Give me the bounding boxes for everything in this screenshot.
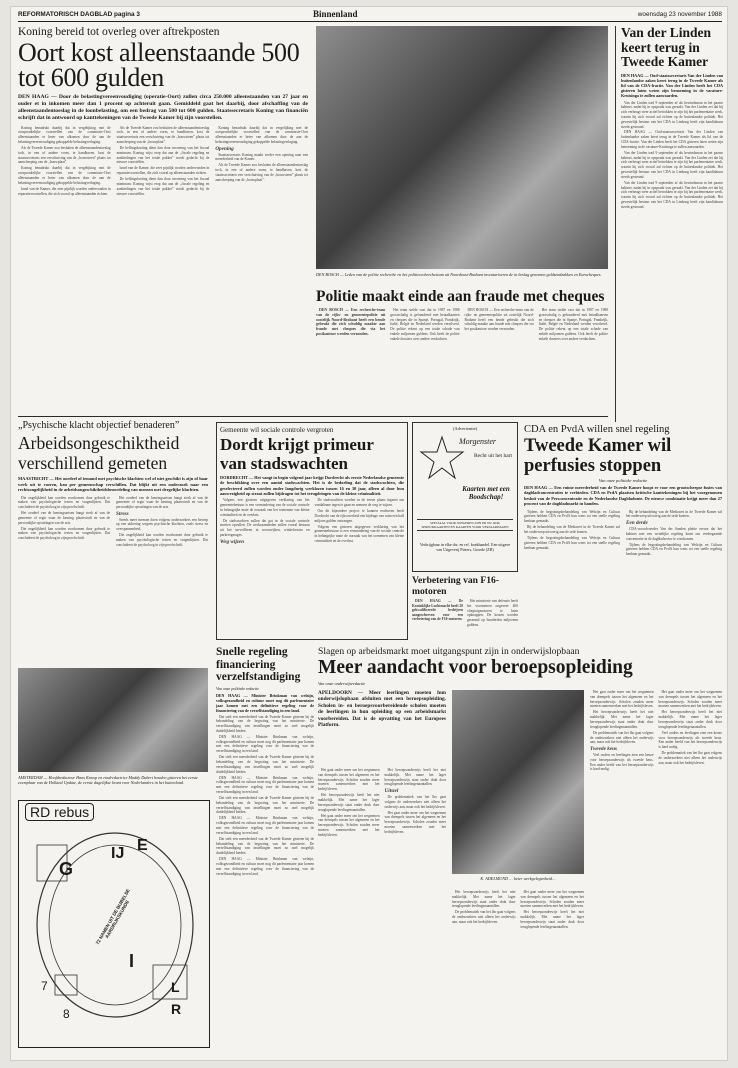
body-columns <box>18 496 208 628</box>
lead: DEN HAAG — Een ruime meerderheid van de Tweede Kamer hoopt er voor een grootscheepse fusies van dagbladconcentraties te verbieden. CDA en PvdA plaatsen kritische kanttekeningen bij het voorgenomen besluit van de Persconcentratie en de Nederlandse Dagbladunie. De nieuwe combinatie krijgt meer dan 27 procent van de dagbladmarkt in handen. <box>524 485 722 507</box>
rebus-letter: E <box>137 837 148 854</box>
body-paragraph: Koning benadrukt daarbij dat in vergelijking met de oorspronkelijke voorstellen van de commissie-Oort alleenstaanden er beter van afkomen door de aan de belastingvereenvoudiging gekoppelde belastingverlaging. <box>215 125 308 145</box>
body-paragraph: Koning benadrukt daarbij dat in vergelijking met de oorspronkelijke voorstellen van de commissie-Oort alleenstaanden er beter van afkomen door de aan de belastingvereenvoudiging gekoppelde belastingverlaging. <box>18 125 111 145</box>
body-paragraph: Die ongelijkheid kan worden voorkomen door gebruik te maken van psychologische testen en vragenlijsten. Dat concludeert de psycholoog in zijn proefschrift. <box>116 533 208 547</box>
byline: Van onze politieke redactie <box>216 685 260 691</box>
kicker: „Psychische klacht objectief benaderen” <box>18 420 180 431</box>
headline: Oort kost alleenstaande 500 tot 600 gulden <box>18 38 300 92</box>
body-paragraph: Het beroepsonderwijs heeft het niet makkelijk. Met name het lager beroepsonderwijs staat onder druk door teruglopende leerlingenaantallen. <box>520 910 584 929</box>
advertisement-morgenster <box>412 422 518 572</box>
body-paragraph: Tijdens de begrotingsbehandeling van Welzijn en Cultuur gisteren hebben CDA en PvdA hun wens tot een snelle regeling kenbaar gemaakt. <box>524 509 620 524</box>
rebus-ring-text: 72 NAMEN UIT DE BIJBELSE AARDRIJKSKUNDE <box>94 888 131 946</box>
body-paragraph: Het ministerie van defensie heeft het voornemen ongeveer 400 vliegtuigmotoren te laten opknappen. De kosten worden geraamd op honderden miljoenen guldens. <box>467 599 518 627</box>
rebus-letter: G <box>59 859 74 879</box>
photo-holland-update <box>18 668 208 772</box>
body-paragraph: De problematiek van het lbo gaat volgens de onderzoekers niet alleen het onderwijs aan, maar ook het bedrijfsleven. <box>590 730 654 745</box>
byline: Van onze onderwijsredactie <box>318 681 366 686</box>
body-paragraph: Het oordeel van de keuringsartsen hangt sterk af van de gemeente of regio waar de keuring plaatsvindt en van de persoonlijke opvattingen van de arts. <box>18 511 110 525</box>
body-paragraph: Het beroepsonderwijs heeft het niet makkelijk. Met name het lager beroepsonderwijs staat onder druk door teruglopende leerlingenaantallen. <box>384 768 446 787</box>
headline: Politie maakt einde aan fraude met cheques <box>316 288 605 305</box>
body-paragraph: Van der Linden trad 9 september af als bewindsman in het paarse kabinet, nadat hij in opspraak was geraakt. Van der Linden zei dat hij zich verheugt weer actief betrokken te zijn bij het parlementaire werk, waarin hij zich vooral zal richten op de buitenlandse politiek. Het gewestelijk bestuur van het CDA in Limburg heeft zijn kandidatuur steeds gesteund. <box>621 100 723 129</box>
rebus-letter: IJ <box>111 845 125 862</box>
byline: Van onze politieke redactie <box>598 478 648 483</box>
subhead: Opening <box>215 145 234 152</box>
body-paragraph: Veel ouders en leerlingen zien een keuze voor beroepsonderwijs als tweede keus. Een ander beeld van het beroepsonderwijs is hard nodig. <box>590 752 654 772</box>
slogan: Recht uit het hart <box>473 453 513 459</box>
body-paragraph: bond van de Kamer, die zeer pijnlijk worden ondervonden in reparatievoorstellen, die zich vooral op alleenstaanden richten. <box>18 186 111 196</box>
body-paragraph: DEN HAAG — Minister Brinkman van welzijn, volksgezondheid en cultuur moet nog dit parlementaire jaar komen met een definitieve regeling voor de financiering van de verzelfstandiging in een land. <box>216 775 314 795</box>
article-f16 <box>412 576 518 642</box>
rebus-number: 8 <box>63 1007 70 1021</box>
body-paragraph: Het team stelde vast dat in 1987 en 1988 grootschalig is gefraudeerd met betaalkaarten en cheques die in Spanje, Portugal, Frankrijk, Italië, België en Nederland werden verzilverd. De politie rekent op een totale schade van enkele miljoenen guldens. Ook heeft de politie enkele dossiers over andere verdachten. <box>390 308 460 341</box>
masthead-date: woensdag 23 november 1988 <box>637 11 722 18</box>
kicker: Gemeente wil sociale controle vergroten <box>220 426 334 434</box>
body-middle <box>452 890 584 1040</box>
headline: Tweede Kamer wil perfusies stoppen <box>524 436 672 476</box>
rebus-box <box>18 800 210 1048</box>
body-paragraph: Het oordeel van de keuringsartsen hangt sterk af van de gemeente of regio waar de keuring plaatsvindt en van de persoonlijke opvattingen van de arts. <box>116 495 208 510</box>
photo-caption: K. ADELMUND … beter werkgelegenheid… <box>480 876 556 881</box>
body-paragraph: Dat stelt een meerderheid van de Tweede Kamer gisteren bij de behandeling van de begroting van het ministerie. De verzelfstandiging van instellingen moet zo snel mogelijk duidelijkheid bieden. <box>216 755 314 774</box>
subhead: Stress <box>116 510 129 517</box>
rebus-number: 7 <box>41 979 48 993</box>
lead: APELDOORN — Meer leerlingen moeten hun onderwijslopbaan afsluiten met een beroepsopleiding. Scholen in- en beroepsvoorbereidende scholen moeten de leerlingen in hun opleiding op een arbeidsmarkt voorbereiden. Dat is de opvatting van het Europees Platform. <box>318 690 446 729</box>
photo-caption: DEN BOSCH — Leden van de politie recherche en het politierechercheteam uit Noordoost-Brabant inventariseren de in beslag genomen geldzendzakken en Eurocheques. <box>316 272 602 277</box>
article-vanderlinden <box>615 26 723 422</box>
subhead: Tweede keus <box>590 746 618 753</box>
photo-caption: AMSTERDAM — Hoofdredacteur Hans Knoop en eindredactrice Maddy Dubert houden gisteren het eerste exemplaar van de Holland Update, de eerste dagelijkse krant voor Nederlanders in het buitenland. <box>18 775 199 786</box>
body-paragraph: Het team stelde vast dat in 1987 en 1988 grootschalig is gefraudeerd met betaalkaarten en cheques die in Spanje, Portugal, Frankrijk, Italië, België en Nederland werden verzilverd. De politie rekent op een totale schade van enkele miljoenen guldens. Ook heeft de politie enkele dossiers over andere verdachten. <box>538 308 608 341</box>
body-paragraph: Staatssecretaris Koning maakt verder een opening naar een meerderheid van de Kamer. <box>215 152 308 162</box>
body-paragraph: Het gaat onder meer om het wegnemen van drempels tussen het algemeen en het beroepsonderwijs. Scholen zouden meer moeten samenwerken met het bedrijfsleven. <box>318 813 380 837</box>
masthead-left: REFORMATORISCH DAGBLAD pagina 3 <box>18 11 140 18</box>
body-paragraph: Als de Tweede Kamer zou besluiten de alleenstaandentoeslag toch, in een of andere vorm, te handhaven, kost de staatssecretaris een verschuiving van de „bouwsteen” plaats tot aanscherping van de „bouwplaat”. <box>18 146 111 165</box>
body-paragraph: Als de Tweede Kamer zou besluiten de alleenstaandentoeslag toch, in een of andere vorm, te handhaven, kost de staatssecretaris een verschuiving van de „bouwsteen” plaats tot aanscherping van de „bouwplaat”. <box>215 163 308 182</box>
body-paragraph: Tijdens de begrotingsbehandeling van Welzijn en Cultuur gisteren hebben CDA en PvdA hun wens tot een snelle regeling kenbaar gemaakt. <box>524 535 620 550</box>
kicker: Koning bereid tot overleg over aftrekposten <box>18 26 220 38</box>
headline: Snelle regeling financiering verzelfstandiging <box>216 646 301 683</box>
body-paragraph: DEN HAAG — Minister Brinkman van welzijn, volksgezondheid en cultuur moet nog dit parlementaire jaar komen met een definitieve regeling voor de financiering van de verzelfstandiging in een land. <box>216 857 314 876</box>
body-paragraph: Het gaat onder meer om het wegnemen van drempels tussen het algemeen en het beroepsonderwijs. Scholen zouden meer moeten samenwerken met het bedrijfsleven. <box>520 890 584 909</box>
body-paragraph: Bij de behandeling van de Mediawet in de Tweede Kamer zal het onderwerp uitvoerig aan de orde komen. <box>626 509 722 519</box>
subhead: Weg wijzen <box>220 538 244 545</box>
lead: MAASTRICHT — Het oordeel of iemand met psychische klachten wel of niet geschikt is zijn of haar werk uit te voeren, kan per gemeenschap verschillen. Dat blijkt uit een onderzoek naar een rechtsongelijkheid in de arbeidsongeschiktheidsbeoordeling van mensen met dergelijke klachten. <box>18 476 208 492</box>
headline: Verbetering van F16-motoren <box>412 576 500 597</box>
body-paragraph: De problematiek van het lbo gaat volgens de onderzoekers niet alleen het onderwijs aan, maar ook het bedrijfsleven. <box>658 751 722 765</box>
body-paragraph: Als de Tweede Kamer zou besluiten de alleenstaandentoeslag toch, in een of andere vorm, te handhaven, kost de staatssecretaris een verschuiving van de „bouwsteen” plaats tot aanscherping van de „bouwplaat”. <box>116 125 210 145</box>
body-paragraph: Het gaat onder meer om het wegnemen van drempels tussen het algemeen en het beroepsonderwijs. Scholen zouden meer moeten samenwerken met het bedrijfsleven. <box>318 768 380 792</box>
ad-publisher: Verkrijgbaar in elke chr. en ref. boekhandel. Een uitgave van Uitgeverij Pieters, Groede (ZB) <box>419 542 511 552</box>
body-paragraph: Het beroepsonderwijs heeft het niet makkelijk. Met name het lager beroepsonderwijs staat onder druk door teruglopende leerlingenaantallen. <box>452 890 516 909</box>
body-paragraph: Veel ouders en leerlingen zien een keuze voor beroepsonderwijs als tweede keus. Een ander beeld van het beroepsonderwijs is hard nodig. <box>658 730 722 750</box>
body-columns <box>18 126 308 366</box>
article-dordt <box>216 422 408 640</box>
body <box>216 715 314 877</box>
body-paragraph: DEN HAAG — Minister Brinkman van welzijn, volksgezondheid en cultuur moet nog dit parlementaire jaar komen met een definitieve regeling voor de financiering van de verzelfstandiging in een land. <box>216 734 314 754</box>
subhead: Een derde <box>626 520 648 527</box>
body-paragraph: Het beroepsonderwijs heeft het niet makkelijk. Met name het lager beroepsonderwijs staat onder druk door teruglopende leerlingenaantallen. <box>658 710 722 729</box>
body-paragraph: Bij de behandeling van de Mediawet in de Tweede Kamer zal het onderwerp uitvoerig aan de orde komen. <box>524 525 620 534</box>
body-paragraph: Het beroepsonderwijs heeft het niet makkelijk. Met name het lager beroepsonderwijs staat onder druk door teruglopende leerlingenaantallen. <box>590 710 654 729</box>
body-right <box>590 690 722 1040</box>
body-paragraph: Van der Linden trad 9 september af als bewindsman in het paarse kabinet, nadat hij in opspraak was geraakt. Van der Linden zei dat hij zich verheugt weer actief betrokken te zijn bij het parlementaire werk, waarin hij zich vooral zal richten op de buitenlandse politiek. Het gewestelijk bestuur van het CDA in Limburg heeft zijn kandidatuur steeds gesteund. <box>621 150 723 179</box>
headline: Meer aandacht voor beroepsopleiding <box>318 657 633 678</box>
body-paragraph: Het gaat onder meer om het wegnemen van drempels tussen het algemeen en het beroepsonderwijs. Scholen zouden meer moeten samenwerken met het bedrijfsleven. <box>658 690 722 709</box>
body-columns <box>316 308 608 380</box>
article-snelle-regeling <box>216 646 314 1046</box>
body-columns <box>524 510 722 638</box>
body-paragraph: DEN BOSCH — Een recherche-team van de rijks- en gemeentepolitie uit oostelijk Noord-Brabant heeft een bende gebeukt die zich schuldig maakte aan fraude met cheques die via het postkantoor werden verzonden. <box>464 308 534 332</box>
headline: Arbeidsongeschiktheid verschillend gemeten <box>18 433 180 473</box>
body-paragraph: Volgens een gisteren uitgegeven verklaring van het gemeentebestuur is een vermindering van de sociale controle in belangrijke mate de oorzaak van het toenemen van kleine criminaliteit en de overlast. <box>314 524 404 543</box>
body-paragraph: Koning benadrukt daarbij dat in vergelijking met de oorspronkelijke voorstellen van de commissie-Oort alleenstaanden er beter van afkomen door de aan de belastingvereenvoudiging gekoppelde belastingverlaging. <box>18 166 111 185</box>
divider <box>18 416 608 417</box>
body-paragraph: Dat stelt een meerderheid van de Tweede Kamer gisteren bij de behandeling van de begroting van het ministerie. De verzelfstandiging van instellingen moet zo snel mogelijk duidelijkheid bieden. <box>216 796 314 815</box>
photo-adelmund <box>452 690 584 874</box>
body-paragraph: Die ongelijkheid kan worden voorkomen door gebruik te maken van psychologische testen en vragenlijsten. Dat concludeert de psycholoog in zijn proefschrift. <box>18 526 110 541</box>
body-paragraph: Het gaat onder meer om het wegnemen van drempels tussen het algemeen en het beroepsonderwijs. Scholen zouden meer moeten samenwerken met het bedrijfsleven. <box>384 810 446 834</box>
body-paragraph: De heffingskorting dient dan door invoering van het fiscaal minimum. Koning wijst erop dat aan de „fiscale regeling en aanbiedingen van het totale pakket” wordt gedacht bij de nieuwe voorstellen. <box>116 146 210 165</box>
lead: DEN BOSCH — Een recherche-team van de rijks- en gemeentepolitie uit oostelijk Noord-Brabant heeft een bende gebeukt die zich schuldig maakte aan fraude met cheques die via het postkantoor werden verzonden. <box>316 308 386 336</box>
body-paragraph: Tijdens de begrotingsbehandeling van Welzijn en Cultuur gisteren hebben CDA en PvdA hun wens tot een snelle regeling kenbaar gemaakt. <box>626 542 722 557</box>
masthead <box>18 9 722 22</box>
kicker: Slagen op arbeidsmarkt moet uitgangspunt zijn in onderwijslopbaan <box>318 646 580 657</box>
lead: DEN HAAG — Door de belastingvereenvoudiging (operatie-Oort) zullen circa 250.000 alleenstaanden van 27 jaar en ouder et in inkomen meer dan 1 procent op achteruit gaan. Gemiddeld gaat het daarbij, door afschaffing van de alleenstaandentoeslag in de loonbelasting, om een bedrag van 500 tot 600 gulden. Staatssecretaris Koning van financiën schrijft dat in antwoord op kanttekeningen van de Tweede Kamer bij zijn voorstellen. <box>18 94 308 121</box>
ad-tag: (Advertentie) <box>452 426 478 431</box>
lead: DEN HAAG — Oud-staatssecretaris Van der Linden van buitenlandse zaken keert terug in de Tweede Kamer als lid van de CDA-fractie. Van der Linden heeft het CDA gisteren laten weten zijn benoeming in de vacature-Kruisinga te zullen aanvaarden. <box>621 72 723 99</box>
body-paragraph: CDA-woordvoerder Van der Sanden pleitte ervoor dat het kabinet met een wettelijke regeling komt om verdergaande concentratie in de dagbladsector te voorkomen. <box>626 527 722 541</box>
body-paragraph: Dat stelt een meerderheid van de Tweede Kamer gisteren bij de behandeling van de begroting van het ministerie. De verzelfstandiging van instellingen moet zo snel mogelijk duidelijkheid bieden. <box>216 836 314 856</box>
body-paragraph: De heffingskorting dient dan door invoering van het fiscaal minimum. Koning wijst erop dat aan de „fiscale regeling en aanbiedingen van het totale pakket” wordt gedacht bij de nieuwe voorstellen. <box>116 177 210 196</box>
body-paragraph: bond van de Kamer, die zeer pijnlijk worden ondervonden in reparatievoorstellen, die zich vooral op alleenstaanden richten. <box>116 166 210 176</box>
rebus-letter: R <box>171 1001 182 1017</box>
article-cda <box>524 424 722 674</box>
subhead: Uitstel <box>384 788 399 795</box>
body-paragraph: Om dit bijzondere project te kunnen realiseren heeft Dordrecht van de rijksoverheid een bijdrage van ruim een half miljoen gulden ontvangen. <box>314 508 405 523</box>
body <box>621 101 723 210</box>
brand-name: Morgenster <box>459 437 497 446</box>
rebus-letter: I <box>129 951 135 971</box>
body-paragraph: De stadswachten zullen dat gat in de sociale controle moeten opvullen. De werkzaamheden zullen vooral bestaan uit het surveilleren in woonwijken, winkelcentra en parkeergarages. <box>220 518 310 537</box>
photo-police-evidence <box>316 26 608 269</box>
body-paragraph: Volgens een gisteren uitgegeven verklaring van het gemeentebestuur is een vermindering van de sociale controle in belangrijke mate de oorzaak van het toenemen van kleine criminaliteit en de overlast. <box>220 498 310 517</box>
headline: Van der Linden keert terug in Tweede Kamer <box>621 26 712 69</box>
body-paragraph: Van der Linden trad 9 september af als bewindsman in het paarse kabinet, nadat hij in opspraak was geraakt. Van der Linden zei dat hij zich verheugt weer actief betrokken te zijn bij het parlementaire werk, waarin hij zich vooral zal richten op de buitenlandse politiek. Het gewestelijk bestuur van het CDA in Limburg heeft zijn kandidatuur steeds gesteund. <box>621 180 723 209</box>
body-paragraph: De problematiek van het lbo gaat volgens de onderzoekers niet alleen het onderwijs aan, maar ook het bedrijfsleven. <box>384 794 446 809</box>
body-paragraph: DEN HAAG — Oud-staatssecretaris Van der Linden van buitenlandse zaken keert terug in de Tweede Kamer als lid van de CDA-fractie. Van der Linden heeft het CDA gisteren laten weten zijn benoeming in de vacature-Kruisinga te zullen aanvaarden. <box>621 130 723 149</box>
body-paragraph: Het gaat onder meer om het wegnemen van drempels tussen het algemeen en het beroepsonderwijs. Scholen zouden meer moeten samenwerken met het bedrijfsleven. <box>590 690 654 709</box>
body-paragraph: Het beroepsonderwijs heeft het niet makkelijk. Met name het lager beroepsonderwijs staat onder druk door teruglopende leerlingenaantallen. <box>318 793 380 812</box>
article-oort <box>18 26 308 412</box>
lead: DEN HAAG — Minister Brinkman van welzijn, volksgezondheid en cultuur moet nog dit parlementaire jaar komen met een definitieve regeling voor de financiering van de verzelfstandiging in een land. <box>216 692 314 713</box>
kicker: CDA en PvdA willen snel regeling <box>524 424 670 435</box>
section-title: Binnenland <box>313 9 358 19</box>
body-paragraph: Die ongelijkheid kan worden voorkomen door gebruik te maken van psychologische testen en vragenlijsten. Dat concludeert de psycholoog in zijn proefschrift. <box>18 495 110 510</box>
article-fraude <box>316 288 608 384</box>
body-paragraph: Steeds meer mensen doen volgens onderzoekers een beroep op een uitkering wegens psychische klachten, zoals stress en overspannenheid. <box>116 517 208 532</box>
article-klacht <box>18 420 208 668</box>
article-beroepsopleiding <box>318 646 722 1046</box>
ad-subtitle: Kaarten met een Boodschap! <box>462 485 510 501</box>
body-columns <box>412 599 518 641</box>
rebus-title: RD rebus <box>25 803 94 821</box>
body-paragraph: Dat stelt een meerderheid van de Tweede Kamer gisteren bij de behandeling van de begroting van het ministerie. De verzelfstandiging van instellingen moet zo snel mogelijk duidelijkheid bieden. <box>216 714 314 733</box>
headline: Dordt krijgt primeur van stadswachten <box>220 435 374 473</box>
body-paragraph: De problematiek van het lbo gaat volgens de onderzoekers niet alleen het onderwijs aan, maar ook het bedrijfsleven. <box>452 910 516 924</box>
lead: DEN HAAG — De Koninklijke Luchtmacht heeft 20 gekwalificeerde bedrijven aangeschreven voor een verbetering van de F16-motoren. <box>412 599 464 622</box>
body-paragraph: De stadswachten worden in de eerste plaats ingezet om vandalisme tegen te gaan en mensen de weg te wijzen. <box>314 498 404 507</box>
body-columns <box>220 498 404 608</box>
ad-note: SPECIAAL VOOR JONGEREN ZIJN ER NU OOK SPREUKKAARTEN EN KAARTEN VOOR VERJAARDAGEN <box>417 519 513 531</box>
body-left <box>318 768 446 1040</box>
rebus-letter: L <box>171 979 180 995</box>
body-paragraph: DEN HAAG — Minister Brinkman van welzijn, volksgezondheid en cultuur moet nog dit parlementaire jaar komen met een definitieve regeling voor de financiering van de verzelfstandiging in een land. <box>216 816 314 835</box>
lead: DORDRECHT — Het vangt in begin volgend jaar krijgt Dordrecht als eerste Nederlandse gemeente de beschikking over een aantal stadswachten. Het is de bedoeling dat de stadswachten, die geselecteerd zullen worden onder langdurig werklozen tussen 16 en 30 jaar, alleen al door hun aanwezigheid op straat zullen bijdragen tot het terugdringen van de kleine criminaliteit. <box>220 475 404 496</box>
